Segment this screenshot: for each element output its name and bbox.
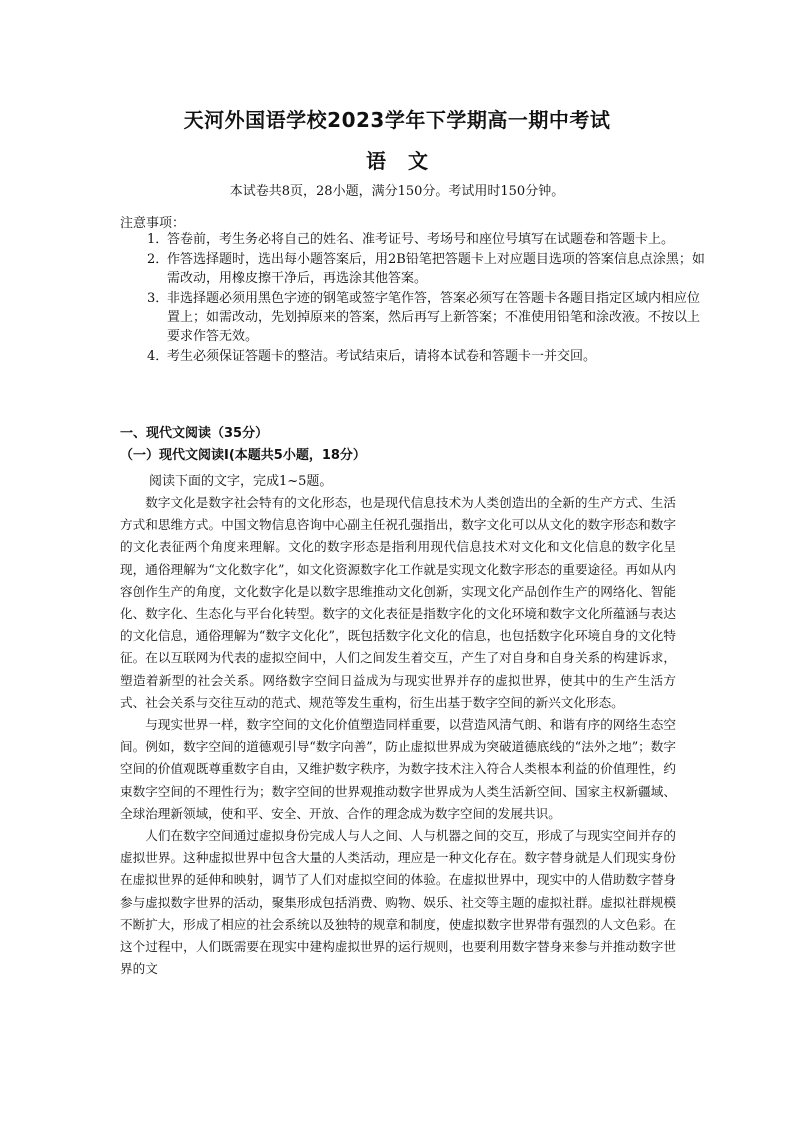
subject-title: 语文 bbox=[366, 149, 450, 173]
notice-item-number: 2． bbox=[147, 252, 169, 267]
subsection-heading: （一）现代文阅读Ⅰ(本题共5小题，18分） bbox=[120, 448, 366, 463]
notice-item bbox=[147, 289, 707, 346]
notice-item-text: 考生必须保证答题卡的整洁。考试结束后，请将本试卷和答题卡一并交回。 bbox=[167, 349, 597, 364]
notice-item bbox=[147, 230, 707, 249]
notice-heading: 注意事项： bbox=[120, 216, 186, 231]
exam-title: 天河外国语学校2023学年下学期高一期中考试 bbox=[183, 108, 611, 132]
notice-item bbox=[147, 250, 707, 288]
notice-item-text: 答卷前，考生务必将自己的姓名、准考证号、考场号和座位号填写在试题卷和答题卡上。 bbox=[167, 232, 675, 247]
passage-paragraph: 数字文化是数字社会特有的文化形态，也是现代信息技术为人类创造出的全新的生产方式、生活方式和思维方式。中国文物信息咨询中心副主任祝孔强指出，数字文化可以从文化的数字形态和数字的文化表征两个角度来理解。文化的数字形态是指利用现代信息技术对文化和文化信息的数字化呈现，通俗理解为“文化数字化”，如文化资源数字化工作就是实现文化数字形态的重要途径。再如从内容创作生产的角度，文化数字化是以数字思维推动文化创新，实现文化产品创作生产的网络化、智能化、数字化、生态化与平台化转型。数字的文化表征是指数字化的文化环境和数字文化所蕴涵与表达的文化信息，通俗理解为“数字文化化”，既包括数字化文化的信息，也包括数字化环境自身的文化特征。在以互联网为代表的虚拟空间中，人们之间发生着交互，产生了对自身和自身关系的构建诉求，塑造着新型的社会关系。网络数字空间日益成为与现实世界并存的虚拟世界，使其中的生产生活方式、社会关系与交往互动的范式、规范等发生重构，衍生出基于数字空间的新兴文化形态。 bbox=[120, 495, 676, 710]
passage-paragraph: 与现实世界一样，数字空间的文化价值塑造同样重要，以营造风清气朗、和谐有序的网络生态空间。例如，数字空间的道德观引导“数字向善”，防止虚拟世界成为突破道德底线的“法外之地”；数字空间的价值观既尊重数字自由，又维护数字秩序，为数字技术注入符合人类根本利益的价值理性，约束数字空间的不理性行为；数字空间的世界观推动数字世界成为人类生活新空间、国家主权新疆域、全球治理新领域，使和平、安全、开放、合作的理念成为数字空间的发展共识。 bbox=[120, 717, 676, 821]
reading-instruction: 阅读下面的文字，完成1~5题。 bbox=[149, 474, 333, 489]
reading-passage bbox=[120, 492, 676, 980]
notice-item-number: 1． bbox=[147, 232, 169, 247]
section-heading: 一、现代文阅读（35分） bbox=[120, 426, 269, 441]
notice-item-number: 3． bbox=[147, 291, 169, 306]
notice-item bbox=[147, 347, 707, 366]
passage-paragraph: 人们在数字空间通过虚拟身份完成人与人之间、人与机器之间的交互，形成了与现实空间并存的虚拟世界。这种虚拟世界中包含大量的人类活动，理应是一种文化存在。数字替身就是人们现实身份在虚拟世界的延伸和映射，调节了人们对虚拟空间的体验。在虚拟世界中，现实中的人借助数字替身参与虚拟数字世界的活动，聚集形成包括消费、购物、娱乐、社交等主题的虚拟社群。虚拟社群规模不断扩大，形成了相应的社会系统以及独特的规章和制度，使虚拟数字世界带有强烈的人文色彩。在这个过程中，人们既需要在现实中建构虚拟世界的运行规则，也要利用数字替身来参与并推动数字世界的文 bbox=[120, 828, 676, 977]
notice-item-number: 4． bbox=[147, 349, 169, 364]
notice-item-text: 作答选择题时，选出每小题答案后，用2B铅笔把答题卡上对应题目选项的答案信息点涂黑；如需改动，用橡皮擦干净后，再选涂其他答案。 bbox=[167, 252, 705, 286]
exam-info: 本试卷共8页，28小题，满分150分。考试用时150分钟。 bbox=[229, 184, 565, 199]
notice-item-text: 非选择题必须用黑色字迹的钢笔或签字笔作答，答案必须写在答题卡各题目指定区域内相应位置上；如需改动，先划掉原来的答案，然后再写上新答案；不准使用铅笔和涂改液。不按以上要求作答无效。 bbox=[167, 291, 701, 344]
notice-list bbox=[147, 230, 707, 366]
